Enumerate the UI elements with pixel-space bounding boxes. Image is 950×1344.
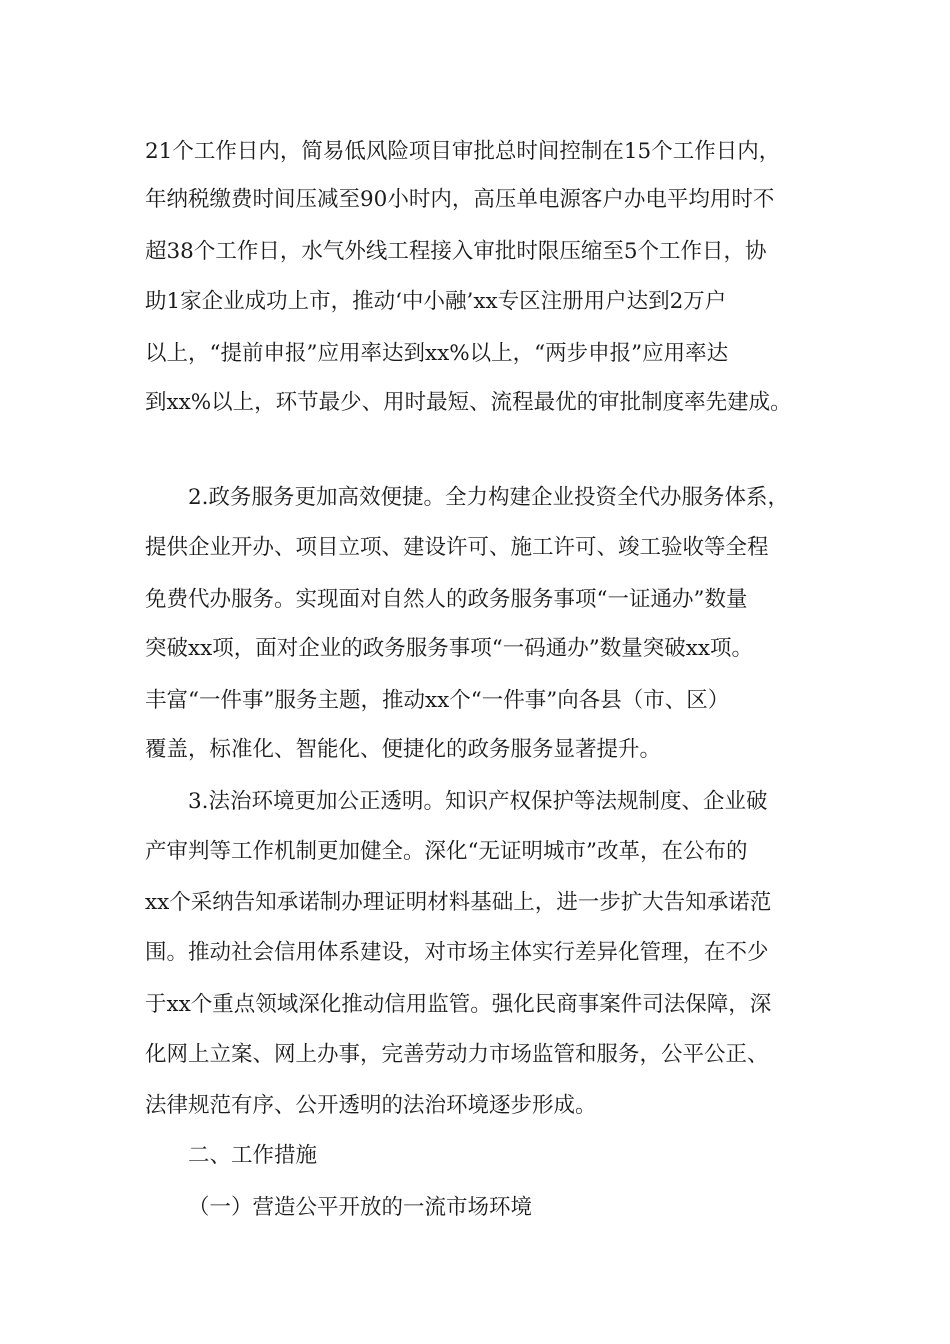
subsection-heading: （一）营造公平开放的一流市场环境	[188, 1195, 533, 1220]
paragraph-3-line-4: 围。推动社会信用体系建设，对市场主体实行差异化管理，在不少	[145, 940, 769, 965]
paragraph-3-line-5: 于xx个重点领域深化推动信用监管。强化民商事案件司法保障，深	[145, 992, 772, 1017]
paragraph-1-line-3: 超38个工作日，水气外线工程接入审批时限压缩至5个工作日，协	[145, 239, 767, 264]
paragraph-2-line-3: 免费代办服务。实现面对自然人的政务服务事项“一证通办”数量	[145, 587, 748, 612]
paragraph-2-line-5: 丰富“一件事”服务主题，推动xx个“一件事”向各县（市、区）	[145, 688, 730, 713]
paragraph-1-line-2: 年纳税缴费时间压减至90小时内，高压单电源客户办电平均用时不	[145, 187, 775, 212]
paragraph-3-line-1: 3.法治环境更加公正透明。知识产权保护等法规制度、企业破	[188, 789, 768, 814]
paragraph-3-line-6: 化网上立案、网上办事，完善劳动力市场监管和服务，公平公正、	[145, 1042, 769, 1067]
paragraph-2-line-4: 突破xx项，面对企业的政务服务事项“一码通办”数量突破xx项。	[145, 636, 753, 661]
paragraph-3-line-2: 产审判等工作机制更加健全。深化“无证明城市”改革，在公布的	[145, 839, 748, 864]
paragraph-2-line-1: 2.政务服务更加高效便捷。全力构建企业投资全代办服务体系，	[188, 485, 790, 510]
paragraph-1-line-5: 以上，“提前申报”应用率达到xx%以上，“两步申报”应用率达	[145, 341, 729, 366]
paragraph-2-line-6: 覆盖，标准化、智能化、便捷化的政务服务显著提升。	[145, 737, 662, 762]
paragraph-1-line-1: 21个工作日内，简易低风险项目审批总时间控制在15个工作日内，	[145, 139, 781, 164]
paragraph-2-line-2: 提供企业开办、项目立项、建设许可、施工许可、竣工验收等全程	[145, 535, 769, 560]
section-heading: 二、工作措施	[188, 1143, 318, 1168]
paragraph-3-line-3: xx个采纳告知承诺制办理证明材料基础上，进一步扩大告知承诺范	[145, 890, 772, 915]
paragraph-3-line-7: 法律规范有序、公开透明的法治环境逐步形成。	[145, 1093, 597, 1118]
paragraph-1-line-6: 到xx%以上，环节最少、用时最短、流程最优的审批制度率先建成。	[145, 390, 792, 415]
paragraph-1-line-4: 助1家企业成功上市，推动‘中小融’xx专区注册用户达到2万户	[145, 289, 727, 314]
